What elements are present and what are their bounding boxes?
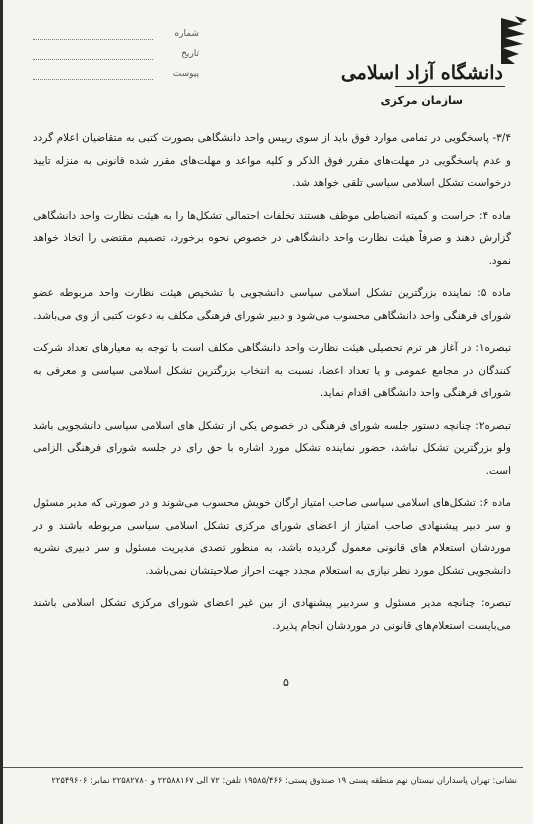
attachment-label: پیوست xyxy=(172,69,199,79)
date-field-line xyxy=(33,59,153,60)
attachment-field-line xyxy=(33,79,153,80)
note-article-6: تبصره: چنانچه مدیر مسئول و سردبیر پیشنهادی از بین غیر اعضای شورای مرکزی تشکل اسلامی باشند می‌بایست استعلام‌های قانونی در موردشان انجام پذیرد. xyxy=(33,597,511,632)
article-4: ماده ۴: حراست و کمیته انضباطی موظف هستند تخلفات احتمالی تشکل‌ها را به هیئت نظارت واحد دانشگاهی گزارش دهند و صرفاً هیئت نظارت واحد دانشگاهی در خصوص نحوه برخورد، تصمیم مقتضی را اتخاذ خواهد نمود. xyxy=(33,209,511,267)
footer-divider xyxy=(3,767,523,768)
university-name: دانشگاه آزاد اسلامی xyxy=(340,62,503,84)
number-field xyxy=(33,28,203,48)
reference-fields xyxy=(33,28,203,88)
note-2: تبصره۲: چنانچه دستور جلسه شورای فرهنگی در خصوص یکی از تشکل های اسلامی سیاسی دانشجویی باشد ولو بزرگترین تشکل نباشد، حضور نماینده تشکل مورد اشاره با حق رای در جلسه شورای فرهنگی الزامی است. xyxy=(33,419,511,477)
number-field-line xyxy=(33,39,153,40)
clause-3-4: ۳/۴- پاسخگویی در تمامی موارد فوق باید از سوی رییس واحد دانشگاهی بصورت کتبی به متقاضیان اعلام گردد و عدم پاسخگویی در مهلت‌های مقرر فوق الذکر و کلیه مواعد و مهلت‌های مقرر شده قانونی به منزله تایید درخواست تشکل اسلامی سیاسی تلقی خواهد شد. xyxy=(33,132,511,189)
document-body xyxy=(33,127,511,647)
article-5: ماده ۵: نماینده بزرگترین تشکل اسلامی سیاسی دانشجویی با تشخیص هیئت نظارت واحد مربوطه عضو شورای فرهنگی واحد دانشگاهی محسوب می‌شود و دبیر شورای فرهنگی مکلف به دعوت کتبی از وی می‌باشد. xyxy=(33,287,511,322)
organization-name: سازمان مرکزی xyxy=(380,94,463,107)
page-number: ۵ xyxy=(283,676,289,689)
date-label: تاریخ xyxy=(181,49,199,59)
footer-address: نشانی: تهران پاسداران نیستان نهم منطقه پستی ۱۹ صندوق پستی: ۱۹۵۸۵/۴۶۶ تلفن: ۷۲ الی ۲۲۵۸۸۱۶۷ و ۲۲۵۸۲۷۸۰ نمابر: ۲۲۵۴۹۶۰۶ xyxy=(51,775,517,785)
date-field xyxy=(33,48,203,68)
article-6: ماده ۶: تشکل‌های اسلامی سیاسی صاحب امتیاز ارگان خویش محسوب می‌شوند و در صورتی که مدیر مسئول و سر دبیر پیشنهادی صاحب امتیاز از اعضای شورای مرکزی تشکل اسلامی سیاسی مربوطه باشند و در موردشان استعلام های قانونی معمول گردیده باشد، به منظور تصدی مدیریت مسئول و سر دبیری نشریه دانشجویی تشکل مورد نظر نیازی به استعلام مجدد جهت احراز صلاحیتشان نمی‌باشد. xyxy=(33,497,511,577)
attachment-field xyxy=(33,68,203,88)
university-emblem-icon xyxy=(497,14,529,66)
university-name-underline xyxy=(395,86,505,87)
note-1: تبصره۱: در آغاز هر ترم تحصیلی هیئت نظارت واحد دانشگاهی مکلف است با توجه به معیارهای تعداد شرکت کنندگان در مجامع عمومی و یا تعداد اعضا، نسبت به انتخاب بزرگترین تشکل اسلامی سیاسی و معرفی به شورای فرهنگی واحد دانشگاهی اقدام نماید. xyxy=(33,342,511,399)
number-label: شماره xyxy=(174,29,199,39)
